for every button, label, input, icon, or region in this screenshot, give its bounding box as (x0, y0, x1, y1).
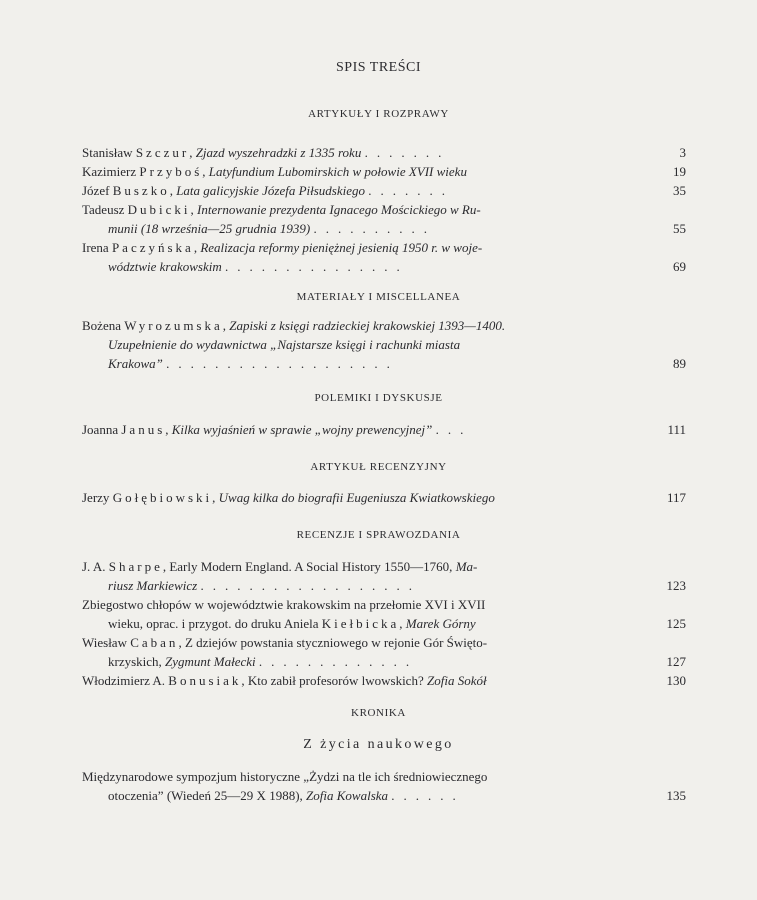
leader-dots: ............. (258, 654, 419, 669)
toc-entry (82, 767, 686, 805)
toc-line (82, 354, 686, 373)
page-number: 89 (673, 356, 686, 371)
toc-line: Stanisław Szczur, Zjazd wyszehradzki z 1335 roku ....... 3 (82, 145, 686, 160)
entry-title: Early Modern England. A Social History 1550—1760, (169, 559, 456, 574)
author-first: Kazimierz (82, 164, 140, 179)
leader-dots: ....... (368, 183, 455, 198)
section-heading-materials: MATERIAŁY I MISCELLANEA (296, 291, 461, 303)
page-number: 125 (666, 616, 686, 631)
leader-dots: .......... (313, 221, 436, 236)
toc-line: Jerzy Gołębiowski, Uwag kilka do biografii Eugeniusza Kwiatkowskiego 117 (82, 490, 686, 505)
author-first: Bożena (82, 318, 125, 333)
reviewer-name: Ma- (455, 559, 478, 574)
page-number: 117 (666, 490, 686, 505)
editor-surname: Kiełbicka (321, 616, 400, 631)
toc-entry (82, 595, 686, 633)
entry-title: Uwag kilka do biografii Eugeniusza Kwiatkowskiego (218, 490, 495, 505)
page-number: 3 (679, 145, 686, 160)
section-heading-chronicle: KRONIKA (351, 707, 406, 719)
entry-title: Zapiski z księgi radzieckiej krakowskiej 1393—1400. (229, 318, 506, 333)
section-heading-reviews: RECENZJE I SPRAWOZDANIA (296, 529, 461, 541)
page-number: 111 (667, 422, 686, 437)
entry-title: Zjazd wyszehradzki z 1335 roku (195, 145, 362, 160)
reviewer-name: Zofia Sokół (426, 673, 487, 688)
entry-title-cont: Krakowa” (108, 356, 163, 371)
author-surname: Paczyńska (111, 240, 194, 255)
toc-line: Józef Buszko, Lata galicyjskie Józefa Piłsudskiego ....... 35 (82, 183, 686, 198)
page-number: 127 (666, 654, 686, 669)
section-heading-articles: ARTYKUŁY I ROZPRAWY (308, 108, 449, 120)
toc-entry (82, 671, 686, 690)
reviewer-name: Zygmunt Małecki (165, 654, 256, 669)
toc-line (82, 576, 686, 595)
toc-line (82, 652, 686, 671)
author-surname: Janus (121, 422, 166, 437)
reviewer-name: Zofia Kowalska (306, 788, 389, 803)
toc-line (82, 219, 686, 238)
toc-entry (82, 316, 686, 373)
reviewer-name: Marek Górny (405, 616, 476, 631)
page-title: SPIS TREŚCI (336, 60, 421, 75)
author-surname: Dubicki (127, 202, 191, 217)
entry-title-cont: krzyskich, (108, 654, 166, 669)
toc-line: Kazimierz Przyboś, Latyfundium Lubomirskich w połowie XVII wieku 19 (82, 164, 686, 179)
toc-entry (82, 162, 686, 181)
leader-dots: ................... (166, 356, 399, 371)
toc-line: Joanna Janus, Kilka wyjaśnień w sprawie „wojny prewencyjnej” ... 111 (82, 422, 686, 437)
author-first: J. A. (82, 559, 109, 574)
entry-title: Zbiegostwo chłopów w województwie krakowskim na przełomie XVI i XVII (82, 597, 486, 612)
leader-dots: .................. (200, 578, 421, 593)
entry-title: Międzynarodowe sympozjum historyczne „Żydzi na tle ich średniowiecznego (82, 769, 488, 784)
toc-entry (82, 200, 686, 238)
chronicle-subheading: Z życia naukowego (303, 737, 454, 752)
toc-entry (82, 143, 686, 162)
entry-title: Z dziejów powstania styczniowego w rejonie Gór Święto- (184, 635, 488, 650)
entry-title-cont: munii (18 września—25 grudnia 1939) (108, 221, 311, 236)
entry-title: Lata galicyjskie Józefa Piłsudskiego (176, 183, 366, 198)
author-first: Irena (82, 240, 112, 255)
toc-line: Wiesław Caban, Z dziejów powstania styczniowego w rejonie Gór Święto- (82, 635, 488, 650)
leader-dots: ... (435, 422, 473, 437)
leader-dots: ...... (391, 788, 465, 803)
author-surname: Szczur (135, 145, 190, 160)
entry-title-cont: otoczenia” (Wiedeń 25—29 X 1988), (108, 788, 307, 803)
toc-line (82, 786, 686, 805)
toc-line (82, 257, 686, 276)
author-first: Jerzy (82, 490, 113, 505)
author-surname: Sharpe (108, 559, 163, 574)
toc-entry (82, 633, 686, 671)
toc-line: Tadeusz Dubicki, Internowanie prezydenta Ignacego Mościckiego w Ru- (82, 202, 481, 217)
entry-title: Realizacja reformy pieniężnej jesienią 1950 r. w woje- (200, 240, 483, 255)
author-first: Tadeusz (82, 202, 128, 217)
page-number: 135 (666, 788, 686, 803)
author-first: Włodzimierz A. (82, 673, 169, 688)
toc-line: Włodzimierz A. Bonusiak, Kto zabił profesorów lwowskich? Zofia Sokół 130 (82, 673, 686, 688)
toc-line: wieku, oprac. i przygot. do druku Aniela Kiełbicka, Marek Górny 125 (108, 616, 686, 631)
entry-title-cont: wództwie krakowskim (108, 259, 222, 274)
section-heading-review-article: ARTYKUŁ RECENZYJNY (310, 461, 447, 473)
author-surname: Bonusiak (168, 673, 242, 688)
entry-title-cont: wieku, oprac. i przygot. do druku Aniela (108, 616, 322, 631)
author-first: Józef (82, 183, 113, 198)
toc-entry (82, 181, 686, 200)
page-number: 69 (673, 259, 686, 274)
reviewer-name-cont: riusz Markiewicz (108, 578, 198, 593)
toc-line: J. A. Sharpe, Early Modern England. A Social History 1550—1760, Ma- (82, 559, 478, 574)
page-number: 123 (666, 578, 686, 593)
entry-title: Latyfundium Lubomirskich w połowie XVII wieku (208, 164, 467, 179)
toc-line: Irena Paczyńska, Realizacja reformy pieniężnej jesienią 1950 r. w woje- (82, 240, 483, 255)
toc-entry (82, 238, 686, 276)
author-first: Stanisław (82, 145, 136, 160)
author-first: Wiesław (82, 635, 131, 650)
author-surname: Caban (130, 635, 179, 650)
page-number: 19 (673, 164, 686, 179)
section-heading-polemics: POLEMIKI I DYSKUSJE (314, 392, 443, 404)
toc-line (82, 767, 686, 786)
toc-entry (82, 420, 686, 439)
author-surname: Wyrozumska (124, 318, 223, 333)
page-number: 35 (673, 183, 686, 198)
toc-line (82, 335, 686, 354)
leader-dots: ....... (364, 145, 451, 160)
entry-title: Internowanie prezydenta Ignacego Mościckiego w Ru- (197, 202, 481, 217)
toc-entry (82, 557, 686, 595)
toc-entry (82, 488, 686, 507)
page-number: 55 (673, 221, 686, 236)
toc-line (82, 595, 686, 614)
toc-line: Bożena Wyrozumska, Zapiski z księgi radzieckiej krakowskiej 1393—1400. (82, 318, 506, 333)
author-first: Joanna (82, 422, 122, 437)
entry-title-cont: Uzupełnienie do wydawnictwa „Najstarsze księgi i rachunki miasta (108, 337, 461, 352)
page-number: 130 (666, 673, 686, 688)
leader-dots: ............... (225, 259, 409, 274)
author-surname: Przyboś (139, 164, 203, 179)
entry-title: Kilka wyjaśnień w sprawie „wojny prewencyjnej” (171, 422, 433, 437)
author-surname: Gołębiowski (112, 490, 213, 505)
entry-title: Kto zabił profesorów lwowskich? (247, 673, 427, 688)
author-surname: Buszko (112, 183, 170, 198)
